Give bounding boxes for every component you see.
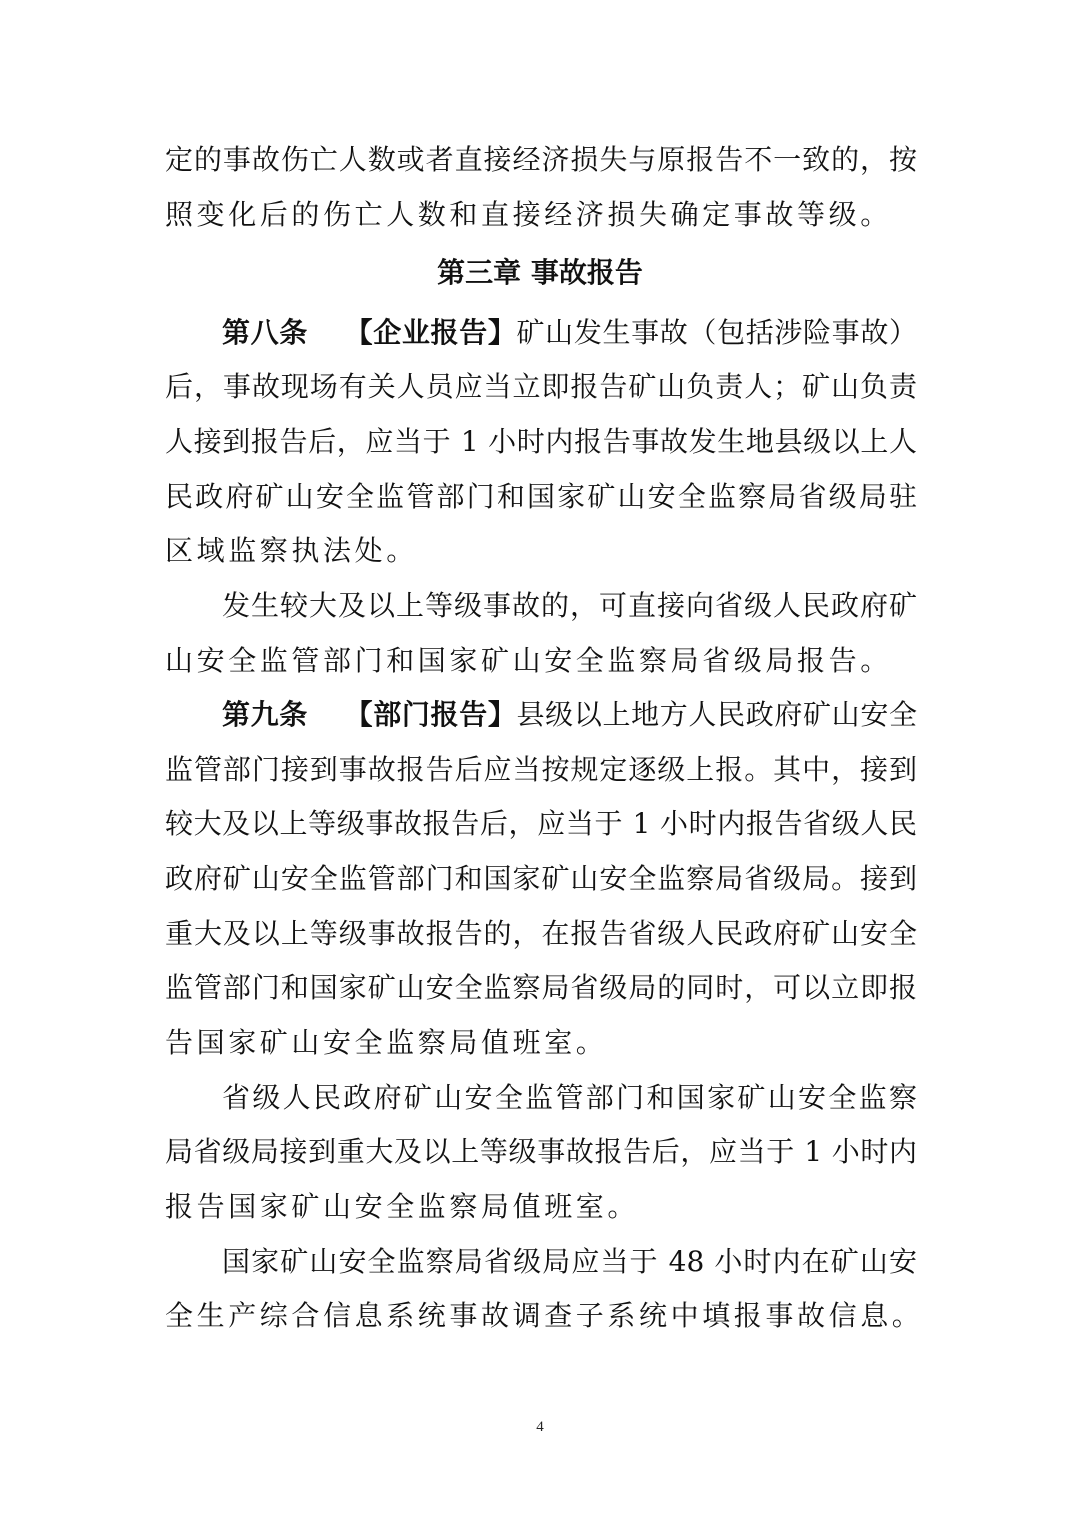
article-first-line — [222, 697, 917, 733]
body-text-line: 人接到报告后，应当于 1 小时内报告事故发生地县级以上人 — [165, 425, 917, 458]
article-title: 【企业报告】 — [343, 316, 517, 349]
article-title: 【部门报告】 — [343, 698, 517, 731]
body-text: 矿山发生事故（包括涉险事故） — [516, 316, 917, 349]
body-text-line: 监管部门和国家矿山安全监察局省级局的同时，可以立即报 — [165, 971, 917, 1004]
paragraph-first-line: 发生较大及以上等级事故的，可直接向省级人民政府矿 — [222, 589, 917, 622]
body-text-line: 较大及以上等级事故报告后，应当于 1 小时内报告省级人民 — [165, 807, 917, 840]
body-text-line: 照变化后的伤亡人数和直接经济损失确定事故等级。 — [165, 198, 892, 231]
body-text-line: 政府矿山安全监管部门和国家矿山安全监察局省级局。接到 — [165, 862, 917, 895]
body-text-line: 重大及以上等级事故报告的，在报告省级人民政府矿山安全 — [165, 917, 917, 950]
paragraph-first-line: 国家矿山安全监察局省级局应当于 48 小时内在矿山安 — [222, 1245, 917, 1278]
paragraph-first-line: 省级人民政府矿山安全监管部门和国家矿山安全监察 — [222, 1081, 917, 1114]
body-text-line: 监管部门接到事故报告后应当按规定逐级上报。其中，接到 — [165, 753, 917, 786]
article-number: 第八条 — [222, 316, 308, 349]
body-text-line: 告国家矿山安全监察局值班室。 — [165, 1026, 608, 1059]
body-text-line: 山安全监管部门和国家矿山安全监察局省级局报告。 — [165, 644, 892, 677]
body-text-line: 民政府矿山安全监管部门和国家矿山安全监察局省级局驻 — [165, 480, 917, 513]
article-first-line — [222, 315, 917, 351]
body-text-line: 报告国家矿山安全监察局值班室。 — [165, 1190, 640, 1223]
body-text-line: 定的事故伤亡人数或者直接经济损失与原报告不一致的，按 — [165, 143, 917, 176]
body-text-line: 区域监察执法处。 — [165, 534, 418, 567]
body-text-line: 局省级局接到重大及以上等级事故报告后，应当于 1 小时内 — [165, 1135, 917, 1168]
body-text-line: 后，事故现场有关人员应当立即报告矿山负责人；矿山负责 — [165, 370, 917, 403]
body-text: 县级以上地方人民政府矿山安全 — [516, 698, 917, 731]
page-number: 4 — [536, 1419, 544, 1435]
chapter-title: 第三章 事故报告 — [437, 256, 643, 289]
body-text-line: 全生产综合信息系统事故调查子系统中填报事故信息。 — [165, 1299, 924, 1332]
article-number: 第九条 — [222, 698, 308, 731]
